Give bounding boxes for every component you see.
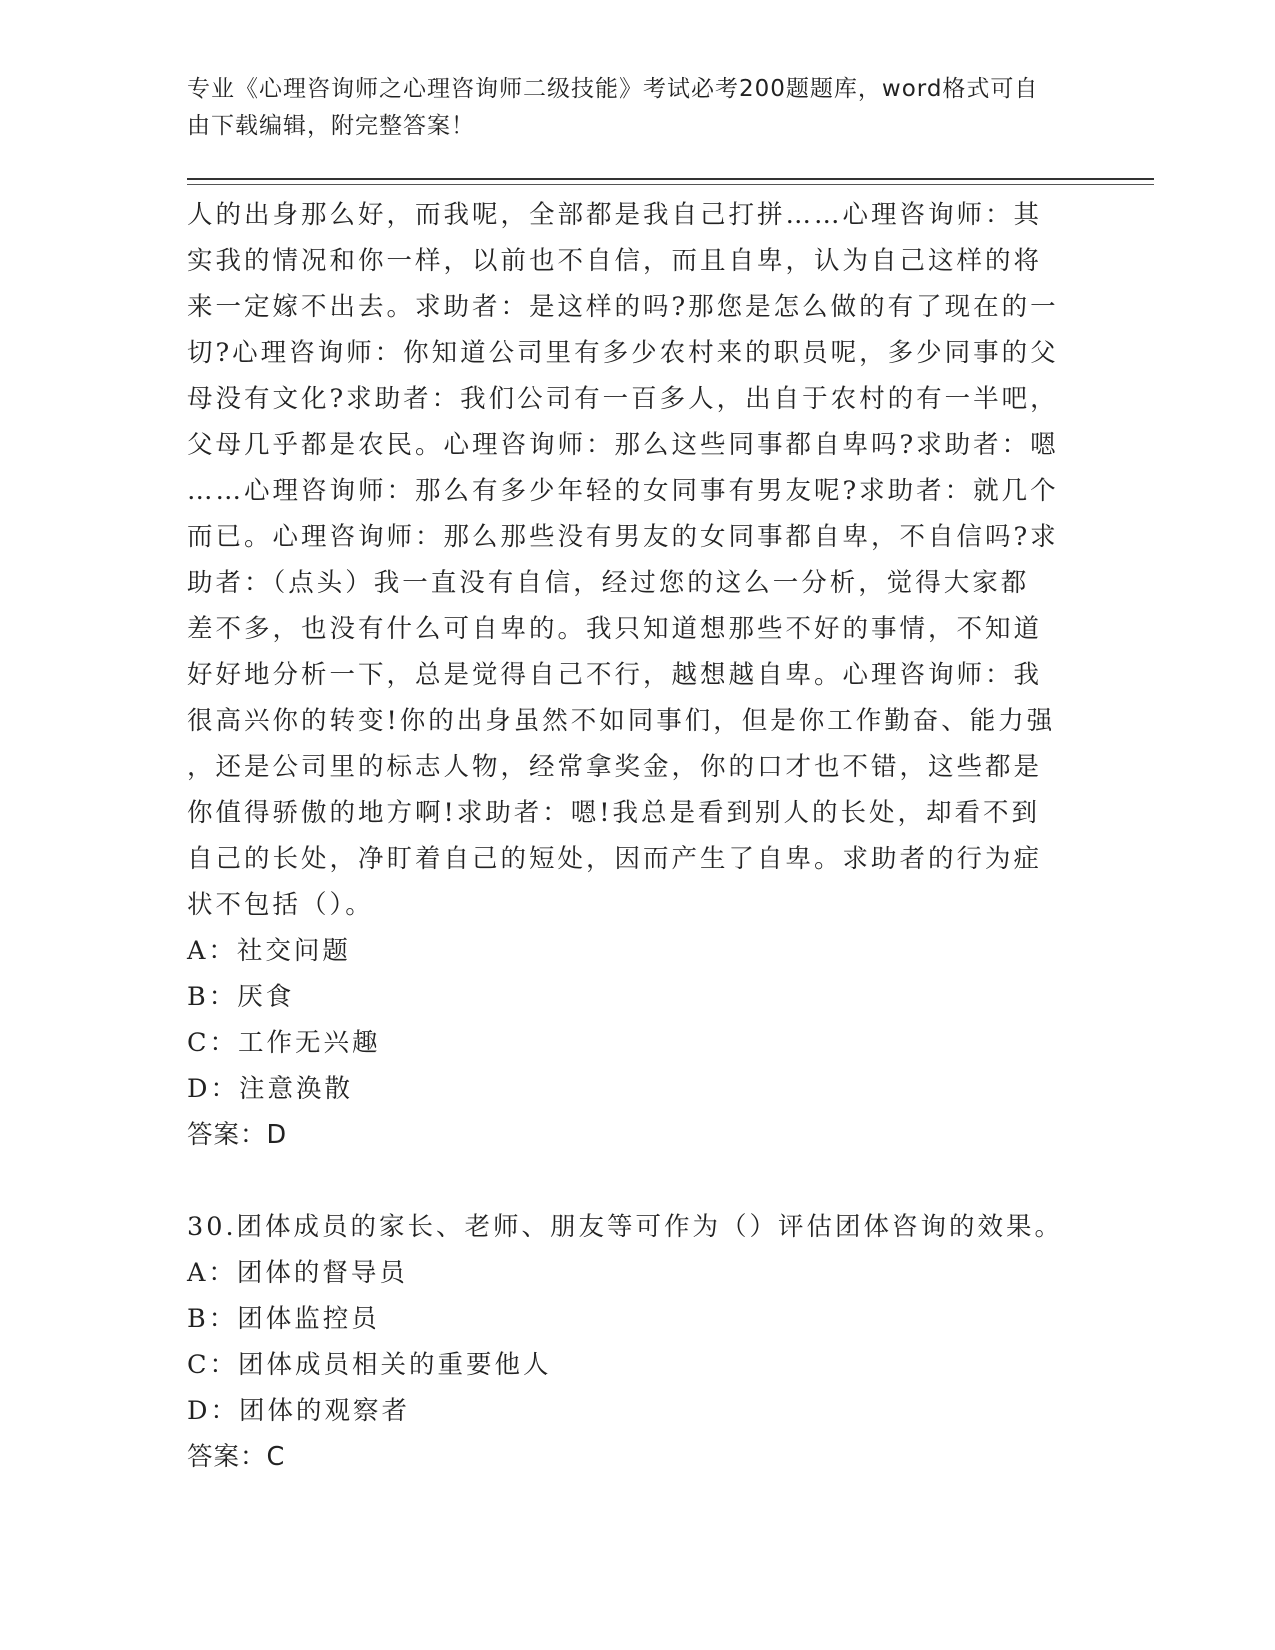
document-body	[187, 192, 1087, 1480]
stem-line: 状不包括（）。	[187, 890, 374, 920]
stem-line: 助者：（点头）我一直没有自信，经过您的这么一分析，觉得大家都	[187, 568, 1030, 598]
stem-line: 差不多，也没有什么可自卑的。我只知道想那些不好的事情，不知道	[187, 614, 1043, 644]
option-d: D：团体的观察者	[187, 1396, 410, 1426]
option-b: B：团体监控员	[187, 1304, 380, 1334]
stem-line: ，还是公司里的标志人物，经常拿奖金，你的口才也不错，这些都是	[187, 752, 1043, 782]
stem-line: 切?心理咨询师：你知道公司里有多少农村来的职员呢，多少同事的父	[187, 338, 1059, 368]
option-a: A：社交问题	[187, 936, 351, 966]
header-divider-thin	[187, 184, 1154, 185]
stem-line: 实我的情况和你一样，以前也不自信，而且自卑，认为自己这样的将	[187, 246, 1043, 276]
question-30	[187, 1204, 1087, 1480]
question-29	[187, 192, 1087, 1158]
stem-line: 母没有文化?求助者：我们公司有一百多人，出自于农村的有一半吧，	[187, 384, 1059, 414]
option-c: C：工作无兴趣	[187, 1028, 381, 1058]
stem-line: ……心理咨询师：那么有多少年轻的女同事有男友呢?求助者：就几个	[187, 476, 1059, 506]
question-29-stem	[187, 192, 1087, 928]
header-line-2: 由下载编辑，附完整答案！	[187, 113, 475, 139]
option-a: A：团体的督导员	[187, 1258, 408, 1288]
option-d: D：注意涣散	[187, 1074, 353, 1104]
question-30-stem: 30.团体成员的家长、老师、朋友等可作为（）评估团体咨询的效果。	[187, 1212, 1064, 1242]
header-divider-thick	[187, 178, 1154, 180]
stem-line: 人的出身那么好，而我呢，全部都是我自己打拼……心理咨询师：其	[187, 200, 1043, 230]
option-c: C：团体成员相关的重要他人	[187, 1350, 552, 1380]
stem-line: 父母几乎都是农民。心理咨询师：那么这些同事都自卑吗?求助者：嗯	[187, 430, 1059, 460]
option-b: B：厌食	[187, 982, 295, 1012]
stem-line: 很高兴你的转变!你的出身虽然不如同事们，但是你工作勤奋、能力强	[187, 706, 1056, 736]
header-line-1: 专业《心理咨询师之心理咨询师二级技能》考试必考200题题库，word格式可自	[187, 76, 1039, 102]
document-header	[187, 71, 1067, 145]
stem-line: 你值得骄傲的地方啊!求助者：嗯!我总是看到别人的长处，却看不到	[187, 798, 1040, 828]
stem-line: 好好地分析一下，总是觉得自己不行，越想越自卑。心理咨询师：我	[187, 660, 1043, 690]
stem-line: 自己的长处，净盯着自己的短处，因而产生了自卑。求助者的行为症	[187, 844, 1043, 874]
question-spacer	[187, 1158, 1087, 1204]
answer: 答案：D	[187, 1120, 288, 1150]
answer: 答案：C	[187, 1442, 286, 1472]
stem-line: 而已。心理咨询师：那么那些没有男友的女同事都自卑，不自信吗?求	[187, 522, 1059, 552]
stem-line: 来一定嫁不出去。求助者：是这样的吗?那您是怎么做的有了现在的一	[187, 292, 1059, 322]
